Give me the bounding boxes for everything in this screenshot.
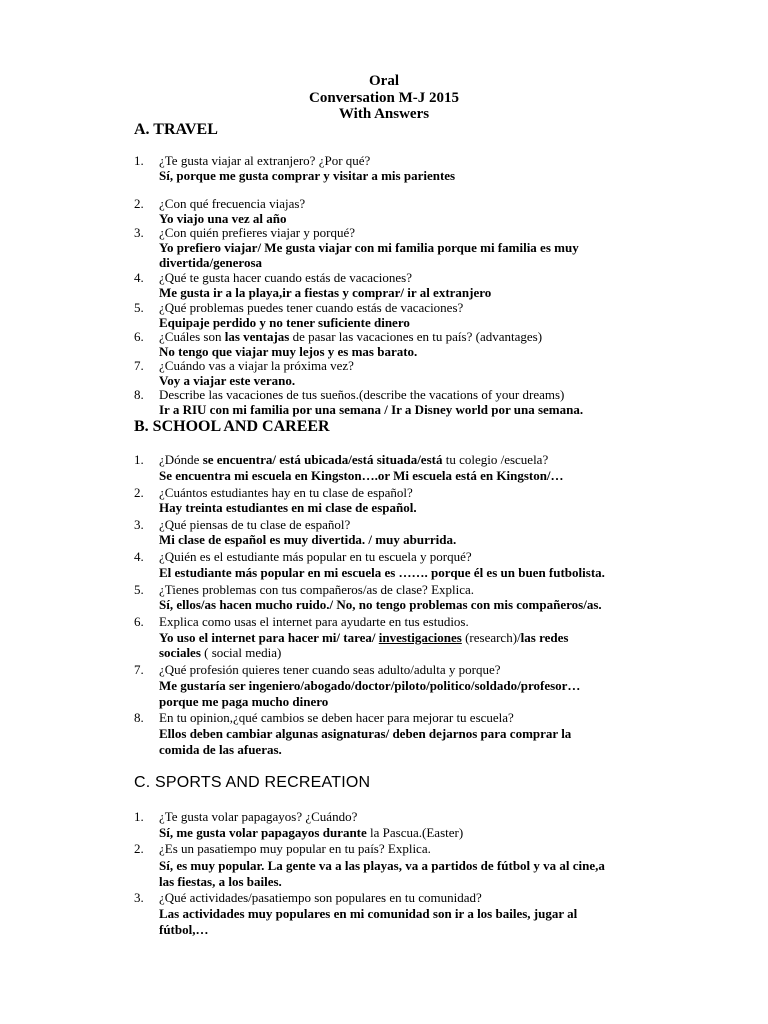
answer-text: sociales	[159, 645, 201, 660]
question: ¿Te gusta volar papagayos? ¿Cuándo?	[159, 809, 358, 824]
answer: Equipaje perdido y no tener suficiente dinero	[159, 315, 410, 330]
item-number: 1.	[134, 153, 144, 168]
answer-translation: (research)/	[461, 630, 521, 645]
question: ¿Cuándo vas a viajar la próxima vez?	[159, 358, 354, 373]
question-keyword: las ventajas	[224, 329, 290, 344]
answer: Mi clase de español es muy divertida. / muy aburrida.	[159, 532, 457, 547]
answer-continued: las fiestas, a los bailes.	[159, 874, 282, 889]
item-number: 4.	[134, 270, 144, 285]
item-number: 5.	[134, 300, 144, 315]
answer: Sí, porque me gusta comprar y visitar a mis parientes	[159, 168, 456, 183]
answer-plain: la Pascua.(Easter)	[366, 825, 464, 840]
item-number: 6.	[134, 329, 144, 344]
item-number: 2.	[134, 196, 144, 211]
answer: Me gusta ir a la playa,ir a fiestas y comprar/ ir al extranjero	[159, 285, 492, 300]
answer: El estudiante más popular en mi escuela es ……. porque él es un buen futbolista.	[159, 565, 605, 580]
item-number: 7.	[134, 358, 144, 373]
item-number: 3.	[134, 517, 144, 532]
doc-title: Oral	[369, 73, 399, 89]
question: ¿Qué te gusta hacer cuando estás de vacaciones?	[159, 270, 413, 285]
answer-continued	[159, 645, 281, 660]
question: Describe las vacaciones de tus sueños.(describe the vacations of your dreams)	[159, 387, 565, 402]
answer-continued: divertida/generosa	[159, 255, 263, 270]
question: ¿Con quién prefieres viajar y porqué?	[159, 225, 356, 240]
answer-underlined: investigaciones	[378, 630, 462, 645]
item-number: 2.	[134, 841, 144, 856]
answer: Ir a RIU con mi familia por una semana / Ir a Disney world por una semana.	[159, 402, 584, 417]
item-number: 3.	[134, 890, 144, 905]
question	[159, 452, 548, 467]
item-number: 5.	[134, 582, 144, 597]
question-text: de pasar las vacaciones en tu país? (advantages)	[289, 329, 543, 344]
item-number: 7.	[134, 662, 144, 677]
answer-text: las redes	[520, 630, 569, 645]
question-text: ¿Cuáles son	[159, 329, 225, 344]
item-number: 6.	[134, 614, 144, 629]
answer-continued: fútbol,…	[159, 922, 209, 937]
answer	[159, 825, 463, 840]
question: ¿Qué profesión quieres tener cuando seas adulto/adulta y porque?	[159, 662, 501, 677]
answer-translation: ( social media)	[200, 645, 282, 660]
question: ¿Es un pasatiempo muy popular en tu país? Explica.	[159, 841, 431, 856]
doc-subtitle: Conversation M-J 2015	[309, 90, 459, 106]
item-number: 1.	[134, 452, 144, 467]
answer: Voy a viajar este verano.	[159, 373, 296, 388]
answer: Sí, es muy popular. La gente va a las playas, va a partidos de fútbol y va al cine,a	[159, 858, 605, 873]
question: Explica como usas el internet para ayudarte en tus estudios.	[159, 614, 469, 629]
answer: Hay treinta estudiantes en mi clase de español.	[159, 500, 417, 515]
item-number: 8.	[134, 387, 144, 402]
answer-continued: comida de las afueras.	[159, 742, 282, 757]
question-text: ¿Dónde	[159, 452, 203, 467]
section-heading-sports: C. SPORTS AND RECREATION	[134, 774, 371, 791]
section-heading-school: B. SCHOOL AND CAREER	[134, 418, 330, 435]
question: ¿Qué piensas de tu clase de español?	[159, 517, 351, 532]
question: ¿Tienes problemas con tus compañeros/as de clase? Explica.	[159, 582, 475, 597]
question: ¿Con qué frecuencia viajas?	[159, 196, 306, 211]
item-number: 3.	[134, 225, 144, 240]
answer-text: Sí, me gusta volar papagayos durante	[159, 825, 367, 840]
answer: Sí, ellos/as hacen mucho ruido./ No, no tengo problemas con mis compañeros/as.	[159, 597, 602, 612]
answer: Me gustaría ser ingeniero/abogado/doctor/piloto/politico/soldado/profesor…	[159, 678, 581, 693]
answer: No tengo que viajar muy lejos y es mas barato.	[159, 344, 418, 359]
doc-subtitle-answers: With Answers	[338, 106, 430, 122]
answer: Ellos deben cambiar algunas asignaturas/ deben dejarnos para comprar la	[159, 726, 572, 741]
question-text: tu colegio /escuela?	[442, 452, 549, 467]
answer: Yo prefiero viajar/ Me gusta viajar con mi familia porque mi familia es muy	[159, 240, 579, 255]
answer-text: Yo uso el internet para hacer mi/ tarea/	[159, 630, 379, 645]
answer	[159, 630, 568, 645]
item-number: 4.	[134, 549, 144, 564]
section-heading-travel: A. TRAVEL	[134, 121, 218, 138]
question	[159, 329, 542, 344]
answer: Yo viajo una vez al año	[159, 211, 287, 226]
item-number: 2.	[134, 485, 144, 500]
question: ¿Cuántos estudiantes hay en tu clase de español?	[159, 485, 413, 500]
answer: Las actividades muy populares en mi comunidad son ir a los bailes, jugar al	[159, 906, 578, 921]
question-keyword: se encuentra/ está ubicada/está situada/está	[202, 452, 443, 467]
item-number: 1.	[134, 809, 144, 824]
answer-continued: porque me paga mucho dinero	[159, 694, 329, 709]
question: ¿Quién es el estudiante más popular en tu escuela y porqué?	[159, 549, 472, 564]
question: En tu opinion,¿qué cambios se deben hacer para mejorar tu escuela?	[159, 710, 514, 725]
question: ¿Qué actividades/pasatiempo son populares en tu comunidad?	[159, 890, 482, 905]
question: ¿Qué problemas puedes tener cuando estás de vacaciones?	[159, 300, 464, 315]
question: ¿Te gusta viajar al extranjero? ¿Por qué?	[159, 153, 371, 168]
item-number: 8.	[134, 710, 144, 725]
answer: Se encuentra mi escuela en Kingston….or Mi escuela está en Kingston/…	[159, 468, 564, 483]
